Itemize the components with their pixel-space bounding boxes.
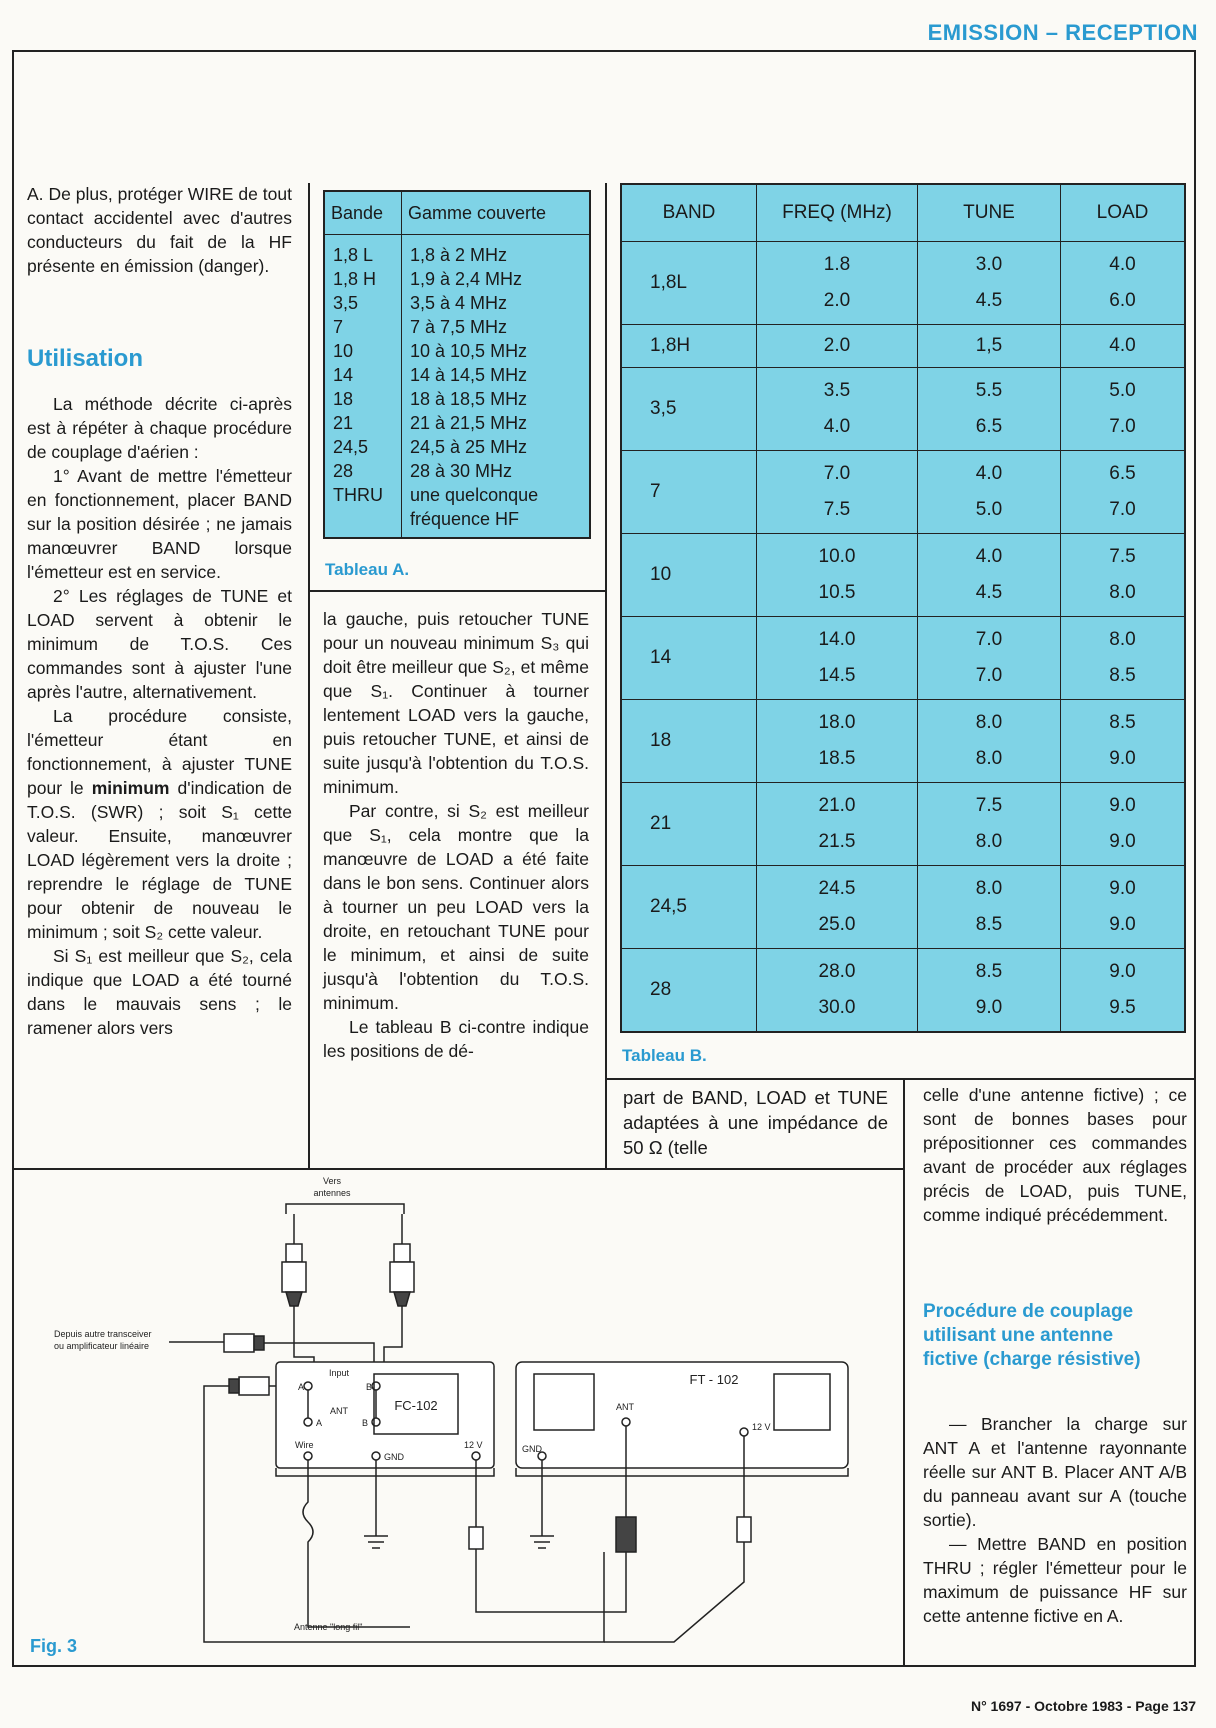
table-b-header-tune: TUNE [918,184,1061,241]
table-b-tune-value: 5.5 [975,379,1003,401]
table-b-tune-value: 8.5 [975,913,1003,935]
plug-ant-ft [616,1517,636,1552]
table-a-gamme-column [402,235,591,539]
table-b-freq-value: 18.0 [818,711,856,733]
table-b-tune-value: 4.0 [975,462,1003,484]
table-b-load-cell [1061,699,1186,782]
label-12v-fc: 12 V [464,1440,483,1450]
table-a-gamme-cell: 1,9 à 2,4 MHz [410,269,523,289]
col-divider-3 [903,1078,905,1667]
table-b-band-cell: 7 [621,450,757,533]
table-a-header-gamme: Gamme couverte [402,191,591,235]
col3-para-1: part de BAND, LOAD et TUNE adaptées à une impédance de 50 Ω (telle [623,1087,888,1158]
table-a-gamme-cell: 10 à 10,5 MHz [410,341,528,361]
table-b-tune-value: 4.0 [975,545,1003,567]
col1-para-1: A. De plus, protéger WIRE de tout contact accidentel avec d'autres conducteurs du fait de la HF présente en émission (danger). [27,184,292,276]
table-b-row [621,450,1185,533]
table-b-load-value: 9.0 [1109,877,1136,899]
col4-para-2: — Brancher la charge sur ANT A et l'antenne rayonnante réelle sur ANT B. Placer ANT A/B du panneau avant sur A (touche sortie). [923,1414,1187,1530]
table-b-row [621,367,1185,450]
table-b-row [621,324,1185,367]
table-b-load-value: 9.0 [1109,747,1136,769]
table-b-row [621,782,1185,865]
table-b-load-value: 9.0 [1109,794,1136,816]
table-b-freq-value: 24.5 [818,877,856,899]
col4-para-3: — Mettre BAND en position THRU ; régler l'émetteur pour le maximum de puissance HF sur cette antenne fictive en A. [923,1534,1187,1626]
table-b-band-cell: 24,5 [621,865,757,948]
table-b-freq-cell [757,948,918,1032]
table-b-tune-value: 3.0 [975,253,1003,275]
table-b-row [621,533,1185,616]
table-b-row [621,241,1185,324]
table-b-freq-cell [757,699,918,782]
table-b-load-value: 4.0 [1109,253,1136,275]
table-b-tune-value: 7.0 [975,664,1003,686]
table-b-freq-cell [757,865,918,948]
table-b-header-band: BAND [621,184,757,241]
col4-para-1: celle d'une antenne fictive) ; ce sont de bonnes bases pour prépositionner ces commandes avant de procéder aux réglages précis de LOAD, puis TUNE, comme indiqué précédemment. [923,1085,1187,1225]
table-b-freq-value: 21.5 [818,830,856,852]
column-4 [923,1083,1187,1227]
table-b-load-value: 4.0 [1109,334,1136,356]
column-1-top [27,182,292,278]
antenna-plug-b [394,1244,410,1262]
label-input: Input [329,1368,350,1378]
column-4-bottom [923,1412,1187,1628]
table-a-bande-cell: 14 [333,365,354,385]
plug-12v-fc [469,1527,483,1549]
table-b-band-cell: 10 [621,533,757,616]
col1-para-6: Si S₁ est meilleur que S₂, cela indique que LOAD a été tourné dans le mauvais sens ; le ramener alors vers [27,946,292,1038]
table-b-row [621,699,1185,782]
table-a-caption: Tableau A. [325,560,410,579]
col1-para-5 [27,704,292,944]
table-b-load-value: 9.0 [1109,913,1136,935]
ground-ft [530,1460,554,1548]
label-a-top: A [298,1382,305,1392]
table-a-bande-cell: THRU [333,485,383,505]
table-b-load-value: 8.5 [1109,664,1136,686]
table-b-rule [605,1078,1196,1080]
table-b-band-cell: 1,8L [621,241,757,324]
section-header: EMISSION – RECEPTION [927,20,1198,45]
table-b-load-cell [1061,948,1186,1032]
ground-fc [364,1460,388,1548]
table-a-gamme-cell: 3,5 à 4 MHz [410,293,508,313]
table-b-freq-cell [757,367,918,450]
col2-para-1: la gauche, puis retoucher TUNE pour un nouveau minimum S₃ qui doit être meilleur que S₂, et même que S₁. Continuer à tourner lentement LOAD vers la gauche, puis retoucher TUNE, et ainsi de suite jusqu'à l'obtention du T.O.S. minimum. [323,609,589,797]
column-3 [623,1085,888,1160]
table-b-tune-value: 9.0 [975,996,1003,1018]
table-b-freq-value: 30.0 [818,996,856,1018]
table-b-load-cell [1061,367,1186,450]
table-b-band-cell: 3,5 [621,367,757,450]
table-a-rule [308,590,607,592]
table-b-load-cell [1061,616,1186,699]
table-a-bande-cell: 28 [333,461,354,481]
table-b-freq-value: 18.5 [818,747,856,769]
table-a-gamme-cell: une quelconque [410,485,539,505]
table-a-bande-cell: 1,8 L [333,245,374,265]
label-ant-ft: ANT [616,1402,634,1412]
table-b-freq-value: 1.8 [823,253,851,275]
table-b-row [621,865,1185,948]
table-a-gamme-cell: 18 à 18,5 MHz [410,389,528,409]
table-b-tune-cell [918,865,1061,948]
antenna-lead-bracket [286,1204,404,1214]
col1-para-5c: d'indication de T.O.S. (SWR) ; soit S₁ cette valeur. Ensuite, manœuvrer LOAD légèrement vers la droite ; reprendre le réglage de TUNE pour obtenir de nouveau le minimum ; soit S₂ cette valeur. [27,778,292,942]
label-b-top: B [366,1382,373,1392]
plug-12v-ft [737,1517,751,1542]
label-gnd-ft: GND [522,1444,542,1454]
table-b-freq-value: 3.5 [823,379,851,401]
table-b-freq-cell [757,450,918,533]
table-b-tune-cell [918,450,1061,533]
table-b-tune-value: 7.5 [975,794,1003,816]
table-a-bande-cell: 1,8 H [333,269,377,289]
input-plug [224,1334,254,1352]
table-b-tune-value: 8.0 [975,877,1003,899]
table-b-freq-value: 14.0 [818,628,856,650]
table-b-freq-value: 25.0 [818,913,856,935]
table-a-bande-cell: 3,5 [333,293,359,313]
table-b-tune-cell [918,948,1061,1032]
table-b-freq-cell [757,241,918,324]
long-wire [303,1460,410,1627]
table-a-header-bande: Bande [324,191,402,235]
table-b-load-value: 8.0 [1109,581,1136,603]
table-b-load-value: 8.5 [1109,711,1136,733]
heading-utilisation: Utilisation [27,345,144,372]
table-a-bande-cell [333,507,395,531]
table-b-tune-value: 6.5 [975,415,1003,437]
table-a-gamme-cell: 14 à 14,5 MHz [410,365,528,385]
table-b-freq-value: 2.0 [823,289,851,311]
table-b-tune-cell [918,533,1061,616]
table-a-gamme-cell: 7 à 7,5 MHz [410,317,508,337]
label-12v-ft: 12 V [752,1422,771,1432]
table-b-freq-cell [757,782,918,865]
label-wire: Wire [295,1440,314,1450]
antenna-plug-a-body [282,1262,306,1292]
table-b-load-cell [1061,865,1186,948]
table-b-tune-cell [918,699,1061,782]
col1-para-4: 2° Les réglages de TUNE et LOAD servent à obtenir le minimum de T.O.S. Ces commandes sont à ajuster l'une après l'autre, alternativement. [27,586,292,702]
table-b-row [621,948,1185,1032]
table-a-gamme-cell: 24,5 à 25 MHz [410,437,528,457]
table-b-tune-cell [918,241,1061,324]
table-b-freq-value: 7.5 [823,498,851,520]
table-b-freq-value: 10.5 [818,581,856,603]
table-a [323,190,591,539]
table-b-freq-value: 14.5 [818,664,856,686]
table-b-tune-value: 1,5 [975,334,1003,356]
col-divider-2 [605,183,607,1168]
ft102-box [516,1362,848,1468]
table-a-gamme-cell: 28 à 30 MHz [410,461,513,481]
page-footer: N° 1697 - Octobre 1983 - Page 137 [970,1698,1196,1714]
antenna-plug-a [286,1244,302,1262]
table-b-freq-value: 10.0 [818,545,856,567]
table-b-freq-cell [757,616,918,699]
label-antennes: antennes [313,1188,351,1198]
table-b-load-value: 9.0 [1109,830,1136,852]
table-b-load-cell [1061,241,1186,324]
table-b-load-value: 9.5 [1109,996,1136,1018]
col1-para-3: 1° Avant de mettre l'émetteur en fonctionnement, placer BAND sur la position désirée ; ne jamais manœuvrer BAND lorsque l'émetteur est en service. [27,466,292,582]
table-a-gamme-cell: 21 à 21,5 MHz [410,413,528,433]
table-a-bande-cell: 18 [333,389,354,409]
col-divider-1 [308,183,310,1168]
table-b-freq-value: 7.0 [823,462,851,484]
table-a-bande-cell: 7 [333,317,344,337]
table-b-tune-value: 5.0 [975,498,1003,520]
table-a-bande-column [324,235,402,539]
antenna-plug-b-body [390,1262,414,1292]
table-b-load-value: 6.5 [1109,462,1136,484]
table-b-freq-cell [757,324,918,367]
figure-top-rule [12,1168,905,1170]
table-b-freq-value: 21.0 [818,794,856,816]
table-b-load-cell [1061,324,1186,367]
table-a-bande-cell: 10 [333,341,354,361]
label-long-fil: Antenne "long fil" [294,1622,363,1632]
table-b-load-value: 9.0 [1109,960,1136,982]
table-b-tune-value: 8.0 [975,711,1003,733]
label-b-bottom: B [362,1418,369,1428]
table-b [620,183,1186,1033]
col1-para-5a: La procédure consiste, l'émetteur étant en fonctionnement, à ajuster TUNE pour le [27,706,292,798]
table-b-load-cell [1061,450,1186,533]
col1-para-2: La méthode décrite ci-après est à répéter à chaque procédure de couplage d'aérien : [27,394,292,462]
table-b-header-load: LOAD [1061,184,1186,241]
table-a-gamme-cell: fréquence HF [410,509,520,529]
table-b-header-freq: FREQ (MHz) [757,184,918,241]
table-a-bande-cell: 21 [333,413,354,433]
table-b-row [621,616,1185,699]
label-ant-fc: ANT [330,1406,348,1416]
table-b-tune-cell [918,367,1061,450]
figure-caption: Fig. 3 [30,1636,78,1656]
label-vers: Vers [322,1176,342,1186]
table-b-tune-value: 4.5 [975,289,1003,311]
table-b-tune-value: 4.5 [975,581,1003,603]
col2-para-3: Le tableau B ci-contre indique les positions de dé- [323,1017,589,1061]
table-b-load-value: 5.0 [1109,379,1136,401]
table-b-tune-value: 7.0 [975,628,1003,650]
table-b-band-cell: 14 [621,616,757,699]
heading-procedure: Procédure de couplage utilisant une antenne fictive (charge résistive) [923,1301,1141,1370]
column-2 [323,607,589,1063]
table-b-load-cell [1061,533,1186,616]
table-b-band-cell: 21 [621,782,757,865]
label-gnd-fc: GND [384,1452,404,1462]
column-1 [27,392,292,1040]
table-b-tune-cell [918,324,1061,367]
table-b-load-value: 7.0 [1109,415,1136,437]
table-b-tune-value: 8.0 [975,747,1003,769]
table-b-load-value: 7.0 [1109,498,1136,520]
label-ft102: FT - 102 [689,1372,739,1387]
table-b-tune-cell [918,782,1061,865]
table-b-freq-value: 28.0 [818,960,856,982]
label-depuis: Depuis autre transceiver [54,1329,152,1339]
col1-para-5-bold: minimum [91,778,170,798]
table-b-band-cell: 18 [621,699,757,782]
label-a-bottom: A [316,1418,323,1428]
table-b-tune-value: 8.5 [975,960,1003,982]
table-b-load-value: 8.0 [1109,628,1136,650]
label-fc102: FC-102 [394,1398,438,1413]
table-b-freq-value: 2.0 [823,334,851,356]
table-b-load-value: 6.0 [1109,289,1136,311]
table-a-gamme-cell: 1,8 à 2 MHz [410,245,508,265]
figure-3-diagram [14,1172,902,1664]
table-b-band-cell: 28 [621,948,757,1032]
table-b-freq-cell [757,533,918,616]
col2-para-2: Par contre, si S₂ est meilleur que S₁, cela montre que la manœuvre de LOAD a été faite dans le bon sens. Continuer alors à tourner un peu LOAD vers la droite, en retouchant TUNE pour le minimum, et ainsi de suite jusqu'à l'obtention du T.O.S. minimum. [323,801,589,1013]
table-b-load-cell [1061,782,1186,865]
table-b-caption: Tableau B. [622,1046,707,1065]
table-b-tune-cell [918,616,1061,699]
rig-plug [239,1377,269,1395]
table-b-freq-value: 4.0 [823,415,851,437]
table-b-load-value: 7.5 [1109,545,1136,567]
cable-antenna-b [384,1306,402,1370]
table-a-bande-cell: 24,5 [333,437,369,457]
table-b-tune-value: 8.0 [975,830,1003,852]
label-amplificateur: ou amplificateur linéaire [54,1341,150,1351]
table-b-band-cell: 1,8H [621,324,757,367]
